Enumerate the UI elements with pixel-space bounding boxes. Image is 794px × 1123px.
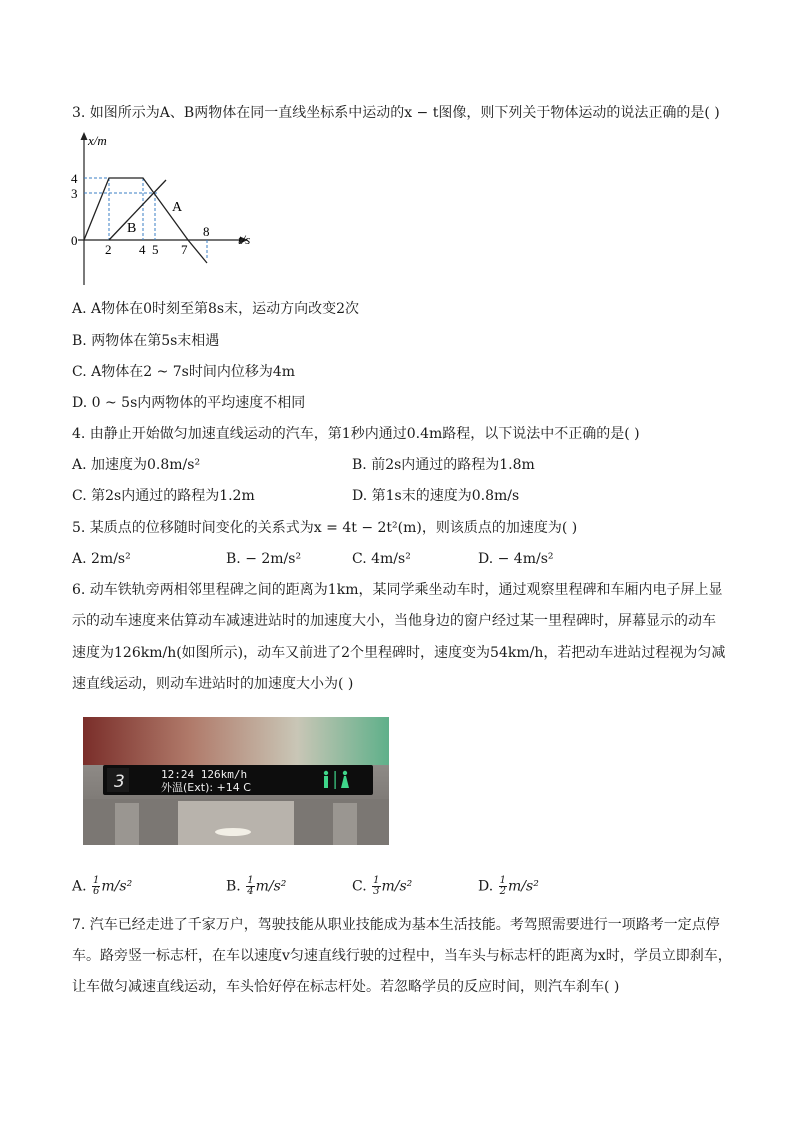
x-tick-2: 2	[105, 242, 112, 257]
line-a	[84, 178, 207, 263]
display-line-2: 外温(Ext): +14 C	[161, 781, 251, 794]
x-tick-4: 4	[139, 242, 146, 257]
q4-option-d: D. 第1s末的速度为0.8m/s	[352, 488, 520, 504]
q3-stem: 3. 如图所示为A、B两物体在同一直线坐标系中运动的x − t图像，则下列关于物体运动的说法正确的是( )	[72, 105, 720, 121]
y-tick-3: 3	[71, 186, 78, 201]
q6-option-d: D. $\frac{1}{2}$ m/s²	[478, 875, 539, 897]
q6-line-2: 示的动车速度来估算动车减速进站时的加速度大小，当他身边的窗户经过某一里程碑时，屏幕显示的动车	[72, 613, 716, 629]
x-tick-5: 5	[152, 242, 159, 257]
label-b: B	[127, 221, 137, 236]
q3-option-c: C. A物体在2 ~ 7s时间内位移为4m	[72, 364, 296, 380]
q3-option-b: B. 两物体在第5s末相遇	[72, 333, 220, 349]
q7-line-1: 7. 汽车已经走进了千家万户，驾驶技能从职业技能成为基本生活技能。考驾照需要进行一项路考一定点停	[72, 917, 720, 933]
q5-stem: 5. 某质点的位移随时间变化的关系式为x = 4t − 2t²(m)，则该质点的加速度为( )	[72, 520, 578, 536]
x-tick-8: 8	[203, 224, 210, 239]
line-b	[109, 180, 166, 240]
q4-option-b: B. 前2s内通过的路程为1.8m	[352, 457, 535, 473]
car-number: 3	[114, 772, 125, 792]
q7-line-3: 让车做匀减速直线运动，车头恰好停在标志杆处。若忽略学员的反应时间，则汽车刹车( )	[72, 979, 620, 995]
q6-option-c: C. $\frac{1}{3}$ m/s²	[352, 875, 413, 897]
q5-option-b: B. − 2m/s²	[226, 551, 302, 567]
q4-option-a: A. 加速度为0.8m/s²	[72, 457, 201, 473]
q6-line-3: 速度为126km/h(如图所示)，动车又前进了2个里程碑时，速度变为54km/h，若把动车进站过程视为匀减	[72, 645, 726, 661]
ceiling-light	[215, 828, 251, 836]
q3-option-d: D. 0 ~ 5s内两物体的平均速度不相同	[72, 395, 306, 411]
q5-option-c: C. 4m/s²	[352, 551, 411, 567]
q6-line-4: 速直线运动，则动车进站时的加速度大小为( )	[72, 676, 354, 692]
q5-option-a: A. 2m/s²	[72, 551, 131, 567]
display-line-1: 12:24 126km/h	[161, 768, 248, 781]
q7-line-2: 车。路旁竖一标志杆，在车以速度v匀速直线行驶的过程中，当车头与标志杆的距离为x时，学员立即刹车，	[72, 948, 732, 964]
q6-option-a: A. $\frac{1}{6}$ m/s²	[72, 875, 133, 897]
x-axis-label: t/s	[238, 232, 251, 247]
q6-option-b: B. $\frac{1}{4}$ m/s²	[226, 875, 287, 897]
q3-option-a: A. A物体在0时刻至第8s末，运动方向改变2次	[72, 301, 360, 317]
q4-option-c: C. 第2s内通过的路程为1.2m	[72, 488, 255, 504]
y-tick-4: 4	[71, 171, 78, 186]
y-axis-label: x/m	[88, 133, 107, 148]
train-display-photo	[83, 717, 389, 845]
y-tick-0: 0	[71, 233, 78, 248]
q5-option-d: D. − 4m/s²	[478, 551, 554, 567]
label-a: A	[172, 200, 183, 215]
q3-xt-graph	[68, 130, 268, 290]
q6-line-1: 6. 动车铁轨旁两相邻里程碑之间的距离为1km，某同学乘坐动车时，通过观察里程碑和车厢内电子屏上显	[72, 582, 723, 598]
ceiling	[83, 717, 389, 767]
q4-stem: 4. 由静止开始做匀加速直线运动的汽车，第1秒内通过0.4m路程，以下说法中不正确的是( )	[72, 426, 640, 442]
x-tick-7: 7	[181, 242, 188, 257]
y-axis-arrow	[81, 132, 88, 140]
